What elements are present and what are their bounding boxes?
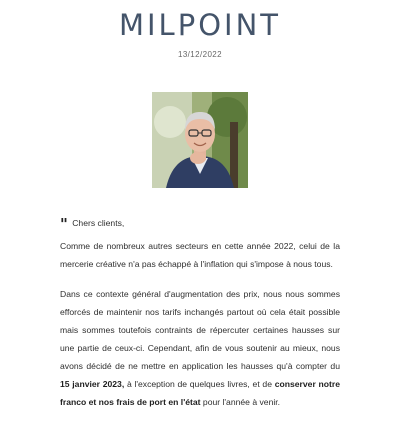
letter-body [60, 214, 340, 423]
greeting-text: Chers clients, [72, 218, 125, 228]
paragraph-price-policy [60, 285, 340, 411]
highlight-shipping: conserver notre franco et nos frais de port en l'état [60, 379, 341, 407]
paragraph-text: pour l'année à venir. [200, 397, 281, 407]
milpoint-logo: MILPOINT [118, 8, 281, 42]
highlight-date: 15 janvier 2023, [60, 379, 125, 389]
paragraph-text: Dans ce contexte général d'augmentation des prix, nous nous sommes efforcés de maintenir nos tarifs inchangés partout où cela était possible mais sommes toutefois contraints de répercuter certaines hausses sur une partie de ceux-ci. Cependant, afin de vous soutenir au mieux, nous avons décidé de ne mettre en application les hausses qu'à compter du [60, 289, 340, 371]
author-photo [152, 92, 248, 188]
paragraph-text: à l'exception de quelques livres, et de [124, 379, 275, 389]
letter-date: 13/12/2022 [177, 50, 223, 59]
greeting [60, 214, 340, 233]
paragraph-inflation: Comme de nombreux autres secteurs en cette année 2022, celui de la mercerie créative n'a pas échappé à l'inflation qui s'impose à nous tous. [60, 241, 340, 269]
quote-mark-icon: " [60, 215, 68, 233]
